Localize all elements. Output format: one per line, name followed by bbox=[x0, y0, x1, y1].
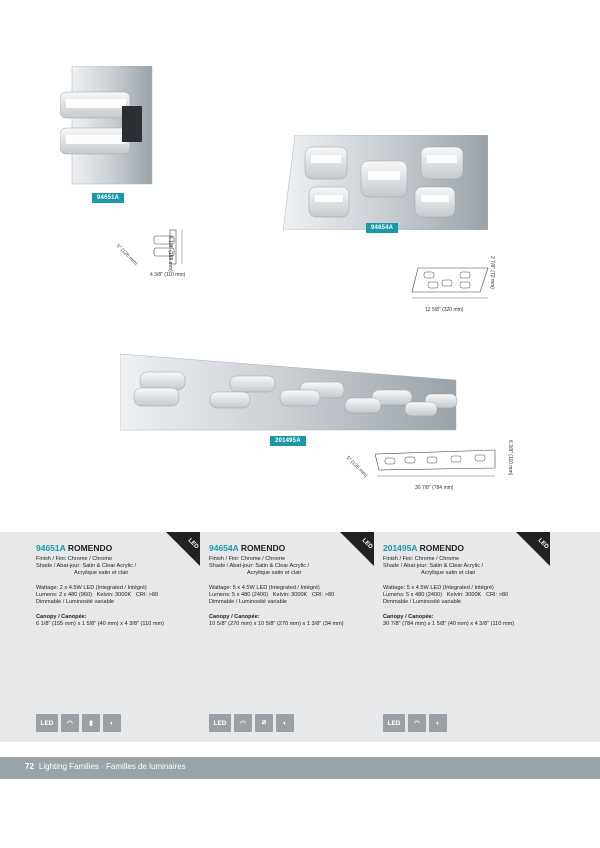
feature-icons-94654A bbox=[209, 714, 294, 732]
dimmable-line: Dimmable / Luminosité variable bbox=[383, 599, 462, 605]
bulb-icon: ◐ bbox=[276, 714, 294, 732]
canopy-line: 6 1/8" (155 mm) x 1 5/8" (40 mm) x 4 3/8" (110 mm) bbox=[36, 621, 165, 627]
no-switch-icon: ⧄ bbox=[255, 714, 273, 732]
product-title: 94654A ROMENDO bbox=[209, 543, 286, 553]
led-icon: LED bbox=[36, 714, 58, 732]
dim-label-width-94654A: 12 5/8" (320 mm) bbox=[425, 307, 464, 313]
shade-line: Shade / Abat-jour: Satin & Clear Acrylic / bbox=[383, 563, 484, 569]
dim-label-height-94651A: 6 1/8" (155 mm) bbox=[167, 236, 173, 272]
spec-column-94651A bbox=[36, 545, 201, 628]
dimmable-line: Dimmable / Luminosité variable bbox=[36, 599, 115, 605]
section-title: Lighting Families · Familles de luminaires bbox=[38, 762, 186, 771]
dim-label-width-94651A: 4 3/8" (110 mm) bbox=[150, 272, 186, 278]
dim-label-depth-201495A: 5" (126 mm) bbox=[344, 455, 369, 479]
footer-text bbox=[25, 762, 186, 771]
shade-line: Shade / Abat-jour: Satin & Clear Acrylic / bbox=[36, 563, 137, 569]
switch-icon: ▮ bbox=[82, 714, 100, 732]
led-icon: LED bbox=[209, 714, 231, 732]
product-image-94651A bbox=[60, 66, 155, 186]
page-number: 72 bbox=[25, 762, 34, 771]
dimmer-icon: ◠ bbox=[234, 714, 252, 732]
dim-label-height-201495A: 6 3/8" (110 mm) bbox=[507, 440, 513, 476]
led-corner-badge-94651A: LED bbox=[166, 532, 200, 566]
shade-line-2: Acrylique satin et clair bbox=[247, 570, 302, 576]
dimmer-icon: ◠ bbox=[61, 714, 79, 732]
canopy-label: Canopy / Canopée: bbox=[383, 614, 434, 620]
dimmer-icon: ◠ bbox=[408, 714, 426, 732]
canopy-label: Canopy / Canopée: bbox=[36, 614, 87, 620]
product-tag-94651A: 94651A bbox=[92, 193, 124, 203]
shade-line-2: Acrylique satin et clair bbox=[421, 570, 476, 576]
dimension-drawing-94654A bbox=[410, 262, 492, 302]
finish-line: Finish / Fini: Chrome / Chrome bbox=[36, 556, 113, 562]
lumens-line: Lumens: 2 x 480 (960) Kelvin: 3000K CRI: >80 bbox=[36, 592, 159, 598]
finish-line: Finish / Fini: Chrome / Chrome bbox=[383, 556, 460, 562]
led-icon: LED bbox=[383, 714, 405, 732]
dim-label-width-201495A: 30 7/8" (784 mm) bbox=[415, 485, 454, 491]
wattage-line: Wattage: 5 x 4.5W LED (Integrated / Intégré) bbox=[209, 585, 320, 591]
product-image-201495A bbox=[120, 352, 460, 432]
bulb-icon: ◐ bbox=[103, 714, 121, 732]
shade-line-2: Acrylique satin et clair bbox=[74, 570, 129, 576]
bulb-icon: ◐ bbox=[429, 714, 447, 732]
product-title: 201495A ROMENDO bbox=[383, 543, 464, 553]
spec-column-201495A bbox=[383, 545, 548, 628]
feature-icons-94651A bbox=[36, 714, 121, 732]
dimension-drawing-94651A bbox=[138, 228, 208, 278]
page-footer bbox=[0, 757, 600, 779]
wattage-line: Wattage: 2 x 4.5W LED (Integrated / Intégré) bbox=[36, 585, 147, 591]
canopy-label: Canopy / Canopée: bbox=[209, 614, 260, 620]
lumens-line: Lumens: 5 x 480 (2400) Kelvin: 3000K CRI: >80 bbox=[209, 592, 335, 598]
canopy-line: 30 7/8" (784 mm) x 1 5/8" (40 mm) x 4 3/8" (110 mm) bbox=[383, 621, 515, 627]
led-corner-badge-94654A: LED bbox=[340, 532, 374, 566]
shade-line: Shade / Abat-jour: Satin & Clear Acrylic / bbox=[209, 563, 310, 569]
product-tag-94654A: 94654A bbox=[366, 223, 398, 233]
dimmable-line: Dimmable / Luminosité variable bbox=[209, 599, 288, 605]
dim-label-height-94654A: 2 7/8" (72 mm) bbox=[489, 256, 495, 289]
finish-line: Finish / Fini: Chrome / Chrome bbox=[209, 556, 286, 562]
product-tag-201495A: 201495A bbox=[270, 436, 306, 446]
spec-column-94654A bbox=[209, 545, 374, 628]
led-corner-badge-201495A: LED bbox=[516, 532, 550, 566]
canopy-line: 10 5/8" (270 mm) x 10 5/8" (270 mm) x 1 3/8" (34 mm) bbox=[209, 621, 344, 627]
dimension-drawing-201495A bbox=[375, 448, 500, 478]
dim-label-depth-94651A: 5" (126 mm) bbox=[114, 243, 139, 267]
product-title: 94651A ROMENDO bbox=[36, 543, 113, 553]
wattage-line: Wattage: 5 x 4.5W LED (Integrated / Intégré) bbox=[383, 585, 494, 591]
product-image-94654A bbox=[283, 135, 488, 230]
feature-icons-201495A bbox=[383, 714, 447, 732]
lumens-line: Lumens: 5 x 480 (2400) Kelvin: 3000K CRI: >80 bbox=[383, 592, 509, 598]
